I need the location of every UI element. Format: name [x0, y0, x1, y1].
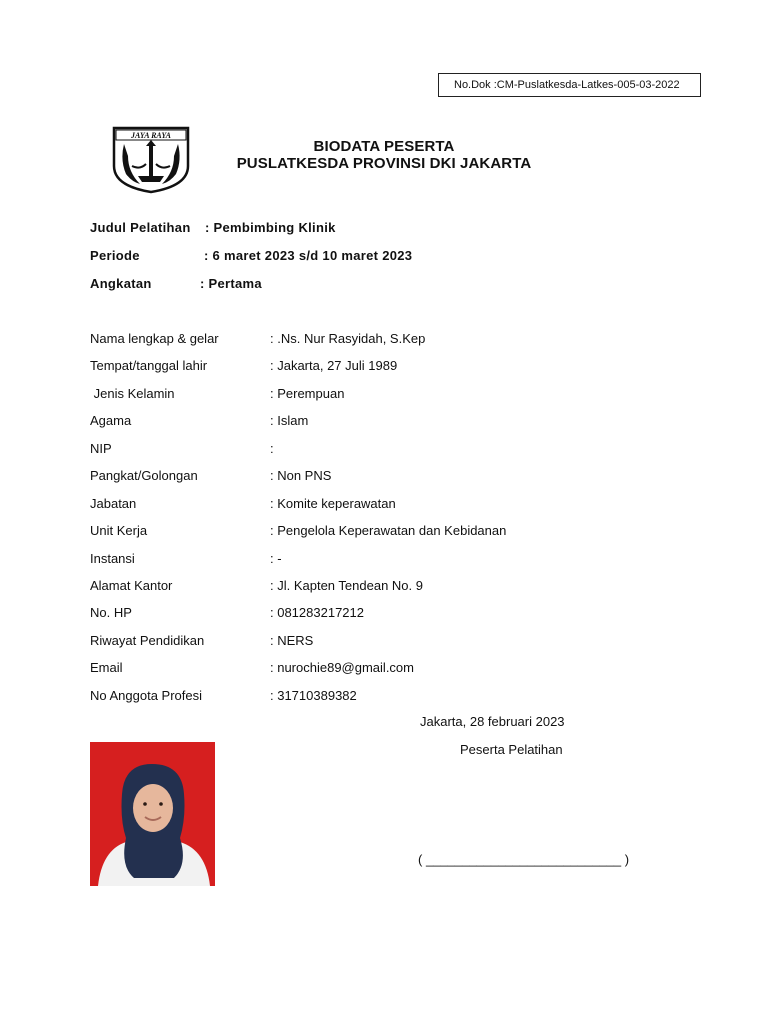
field-row — [90, 496, 690, 514]
field-label: Pangkat/Golongan — [90, 468, 198, 483]
field-row — [90, 358, 690, 376]
field-value: : — [270, 441, 274, 456]
field-label: Jabatan — [90, 496, 137, 511]
meta-value: : Pertama — [200, 276, 262, 291]
field-label: No. HP — [90, 605, 132, 620]
field-row — [90, 633, 690, 651]
field-row — [90, 523, 690, 541]
field-label: Unit Kerja — [90, 523, 148, 538]
meta-label: Angkatan — [90, 276, 152, 291]
field-row — [90, 578, 690, 596]
field-value: : 31710389382 — [270, 688, 357, 703]
logo-text: JAYA RAYA — [131, 131, 171, 140]
field-row — [90, 386, 690, 404]
field-value: : 081283217212 — [270, 605, 364, 620]
field-value: : nurochie89@gmail.com — [270, 660, 414, 675]
field-value: : Jl. Kapten Tendean No. 9 — [270, 578, 423, 593]
field-value: : Non PNS — [270, 468, 332, 483]
field-row — [90, 688, 690, 706]
field-row — [90, 605, 690, 623]
field-label: No Anggota Profesi — [90, 688, 203, 703]
participant-photo — [90, 742, 215, 886]
signature-name-line: ( ___________________________ ) — [418, 852, 630, 867]
dki-jakarta-emblem-icon — [110, 126, 192, 194]
signature-role: Peserta Pelatihan — [460, 742, 563, 757]
meta-value: : 6 maret 2023 s/d 10 maret 2023 — [204, 248, 413, 263]
field-label: Alamat Kantor — [90, 578, 173, 593]
field-row — [90, 660, 690, 678]
field-value: : Islam — [270, 413, 309, 428]
field-label: Nama lengkap & gelar — [90, 331, 219, 346]
meta-value: : Pembimbing Klinik — [205, 220, 336, 235]
meta-label: Periode — [90, 248, 140, 263]
document-number: No.Dok :CM-Puslatkesda-Latkes-005-03-2022 — [438, 73, 701, 97]
field-label: Riwayat Pendidikan — [90, 633, 205, 648]
field-label: NIP — [90, 441, 112, 456]
field-row — [90, 551, 690, 569]
field-value: : Jakarta, 27 Juli 1989 — [270, 358, 398, 373]
field-row — [90, 468, 690, 486]
field-value: : NERS — [270, 633, 314, 648]
field-label: Jenis Kelamin — [90, 386, 175, 401]
field-value: : Perempuan — [270, 386, 345, 401]
meta-label: Judul Pelatihan — [90, 220, 191, 235]
field-label: Email — [90, 660, 123, 675]
signature-place-date: Jakarta, 28 februari 2023 — [420, 714, 565, 729]
document-subtitle: PUSLATKESDA PROVINSI DKI JAKARTA — [236, 155, 532, 172]
document-title: BIODATA PESERTA — [313, 138, 455, 155]
field-row — [90, 331, 690, 349]
field-row — [90, 441, 690, 459]
field-row — [90, 413, 690, 431]
field-label: Tempat/tanggal lahir — [90, 358, 208, 373]
field-label: Agama — [90, 413, 132, 428]
photo-face — [133, 784, 173, 832]
field-value: : Pengelola Keperawatan dan Kebidanan — [270, 523, 507, 538]
field-value: : - — [270, 551, 282, 566]
field-value: : Komite keperawatan — [270, 496, 396, 511]
field-label: Instansi — [90, 551, 135, 566]
field-value: : .Ns. Nur Rasyidah, S.Kep — [270, 331, 426, 346]
